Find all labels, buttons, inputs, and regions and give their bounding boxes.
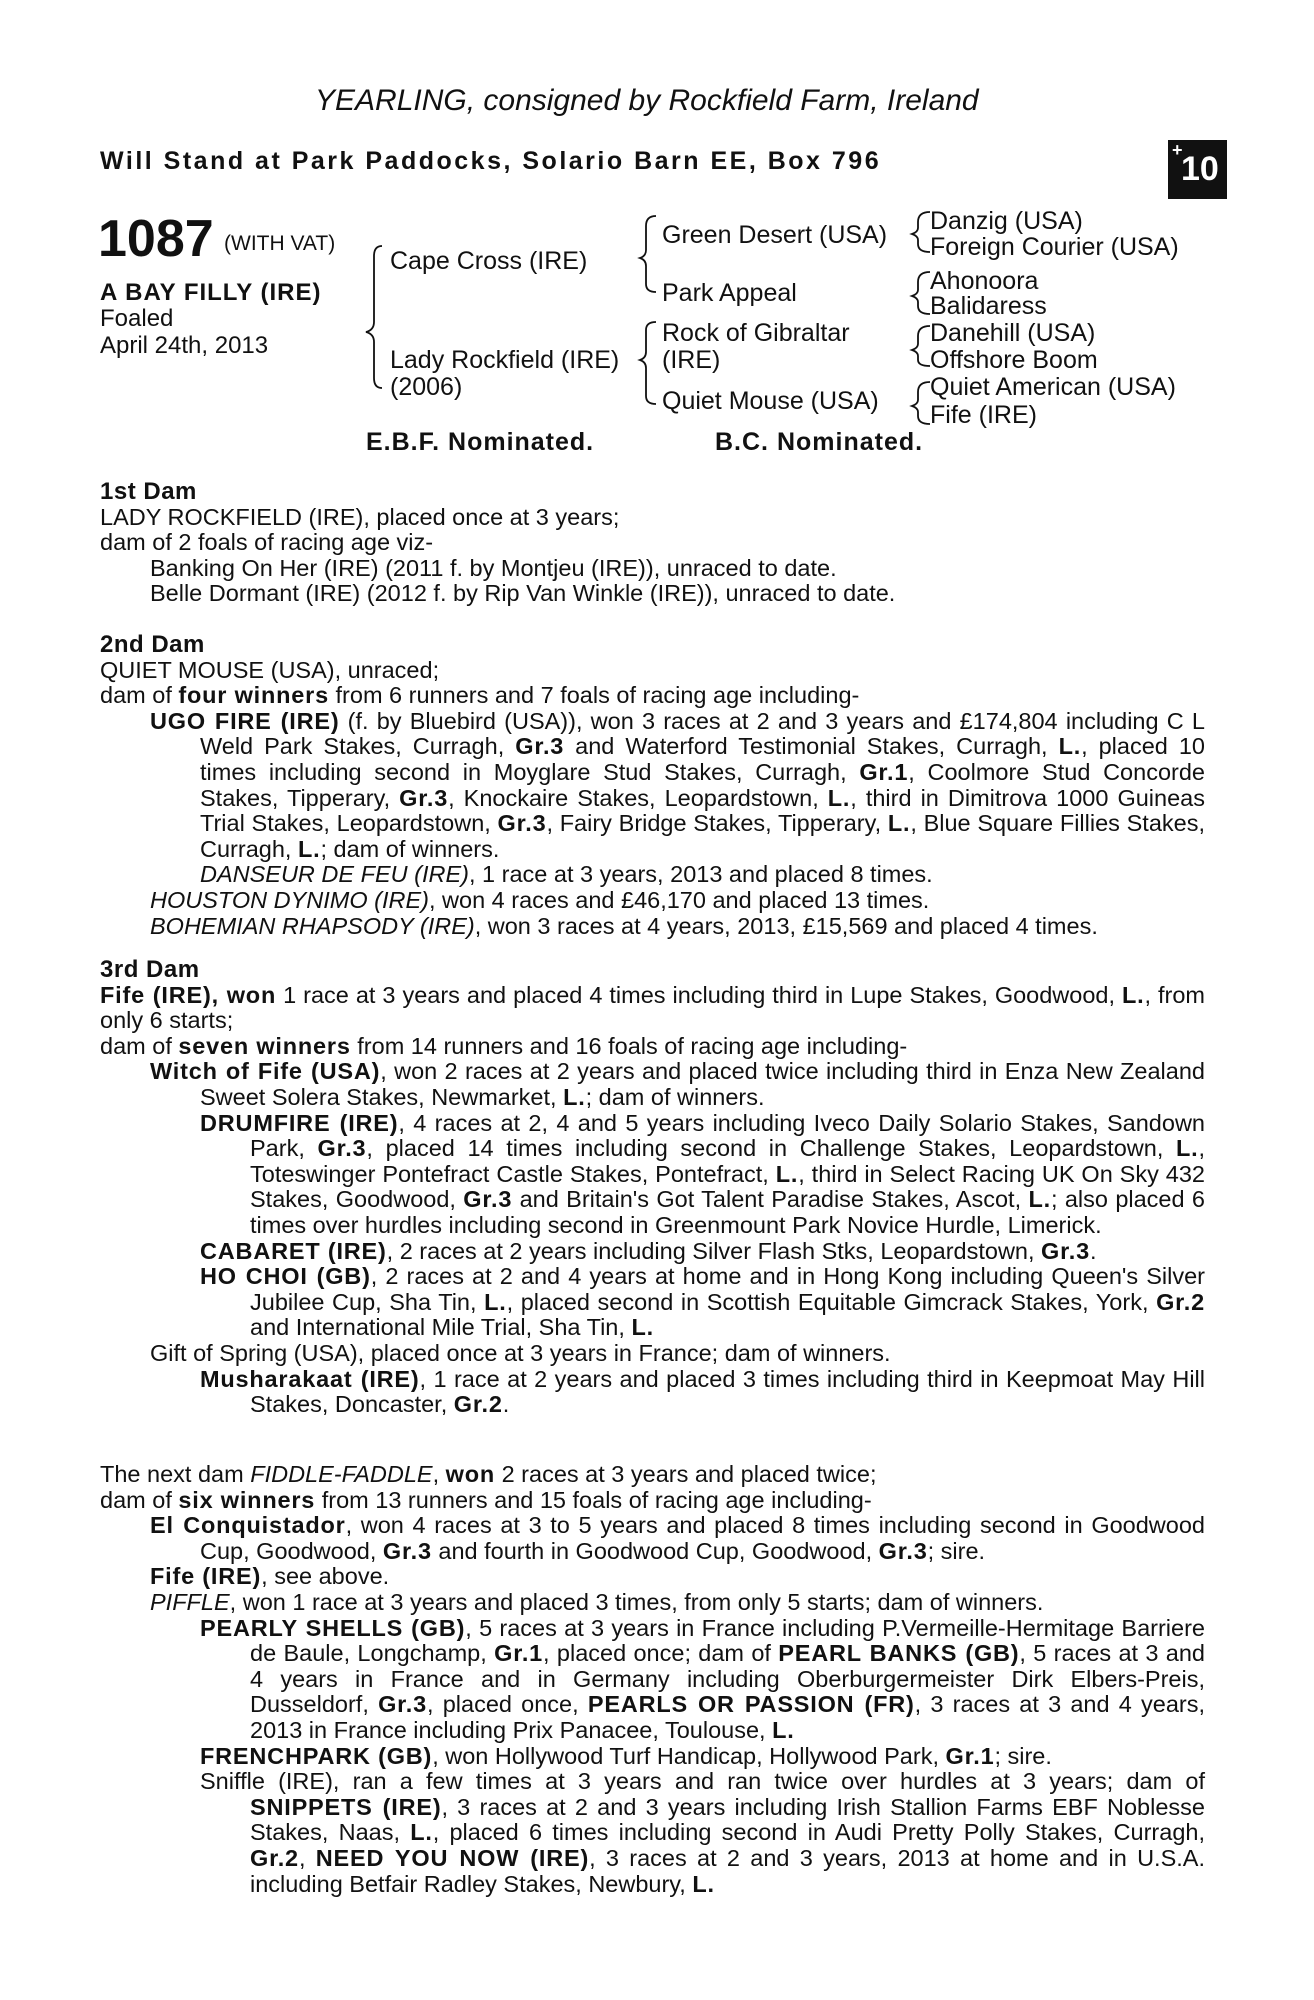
gg-2: Foreign Courier (USA) bbox=[930, 233, 1179, 261]
dam-sire-1: Rock of Gibraltar bbox=[662, 319, 850, 347]
first-dam-section bbox=[100, 479, 1205, 607]
ugo-fire-entry: UGO FIRE (IRE) (f. by Bluebird (USA)), won 3 races at 2 and 3 years and £174,804 including C L Weld Park Stakes, Curragh, Gr.3 and Waterford Testimonial Stakes, Curragh, L., placed 10 times including second in Moyglare Stud Stakes, Curragh, Gr.1, Coolmore Stud Concorde Stakes, Tipperary, Gr.3, Knockaire Stakes, Leopardstown, L., third in Dimitrova 1000 Guineas Trial Stakes, Leopardstown, Gr.3, Fairy Bridge Stakes, Tipperary, L., Blue Square Fillies Stakes, Curragh, L.; dam of winners. bbox=[150, 707, 1205, 862]
consignment-line: YEARLING, consigned by Rockfield Farm, Ireland bbox=[315, 84, 979, 117]
gg-1: Danzig (USA) bbox=[930, 207, 1083, 235]
foaled-label: Foaled bbox=[100, 305, 174, 332]
bohemian-entry: BOHEMIAN RHAPSODY (IRE), won 3 races at 4 years, 2013, £15,569 and placed 4 times. bbox=[150, 912, 1098, 939]
brace-sire-dam bbox=[366, 246, 382, 388]
piffle-entry: PIFFLE, won 1 race at 3 years and placed 3 times, from only 5 starts; dam of winners. bbox=[150, 1588, 1044, 1615]
musharakaat-entry: Musharakaat (IRE), 1 race at 2 years and placed 3 times including third in Keepmoat May Hill Stakes, Doncaster, Gr.2. bbox=[200, 1365, 1205, 1418]
dam-dam: Quiet Mouse (USA) bbox=[662, 387, 879, 415]
stand-location: Will Stand at Park Paddocks, Solario Barn EE, Box 796 bbox=[100, 147, 882, 175]
dam-name: Lady Rockfield (IRE) bbox=[390, 346, 620, 374]
gg-8: Fife (IRE) bbox=[930, 401, 1037, 429]
foaled-date: April 24th, 2013 bbox=[100, 332, 269, 359]
second-dam-section bbox=[100, 632, 1205, 939]
witch-entry: Witch of Fife (USA), won 2 races at 2 years and placed twice including third in Enza New Zealand Sweet Solera Stakes, Newmarket, L.; dam of winners. bbox=[150, 1058, 1205, 1110]
ho-choi-entry: HO CHOI (GB), 2 races at 2 and 4 years at home and in Hong Kong including Queen's Silver Jubilee Cup, Sha Tin, L., placed second in Scottish Equitable Gimcrack Stakes, York, Gr.2 and International Mile Trial, Sha Tin, L. bbox=[200, 1263, 1206, 1341]
dam-year: (2006) bbox=[390, 373, 463, 401]
brace-dam bbox=[640, 322, 656, 404]
first-dam-foal-2: Belle Dormant (IRE) (2012 f. by Rip Van Winkle (IRE)), unraced to date. bbox=[150, 580, 896, 607]
el-conquistador-entry: El Conquistador, won 4 races at 3 to 5 years and placed 8 times including second in Goodwood Cup, Goodwood, Gr.3 and fourth in Goodwood Cup, Goodwood, Gr.3; sire. bbox=[150, 1512, 1205, 1564]
drumfire-entry: DRUMFIRE (IRE), 4 races at 2, 4 and 5 years including Iveco Daily Solario Stakes, Sandown Park, Gr.3, placed 14 times including second in Challenge Stakes, Leopardstown, L., Toteswinger Pontefract Castle Stakes, Pontefract, L., third in Select Racing UK On Sky 432 Stakes, Goodwood, Gr.3 and Britain's Got Talent Paradise Stakes, Ascot, L.; also placed 6 times over hurdles including second in Greenmount Park Novice Hurdle, Limerick. bbox=[200, 1109, 1205, 1238]
second-dam-summary: dam of four winners from 6 runners and 7 foals of racing age including- bbox=[100, 682, 860, 709]
danseur-entry: DANSEUR DE FEU (IRE), 1 race at 3 years, 2013 and placed 8 times. bbox=[200, 861, 933, 888]
brace-ds bbox=[912, 326, 930, 366]
brace-dd bbox=[912, 382, 930, 424]
gg-4: Balidaress bbox=[930, 292, 1047, 320]
badge-plus: + bbox=[1172, 140, 1183, 160]
brace-ss bbox=[912, 212, 930, 252]
gg-5: Danehill (USA) bbox=[930, 319, 1096, 347]
gg-7: Quiet American (USA) bbox=[930, 373, 1176, 401]
sire: Cape Cross (IRE) bbox=[390, 247, 588, 275]
first-dam-foal-1: Banking On Her (IRE) (2011 f. by Montjeu (IRE)), unraced to date. bbox=[150, 554, 837, 581]
cabaret-entry: CABARET (IRE), 2 races at 2 years including Silver Flash Stks, Leopardstown, Gr.3. bbox=[200, 1237, 1097, 1264]
sniffle-entry: Sniffle (IRE), ran a few times at 3 years and ran twice over hurdles at 3 years; dam of SNIPPETS (IRE), 3 races at 2 and 3 years including Irish Stallion Farms EBF Noblesse Stakes, Naas, L., placed 6 times including second in Audi Pretty Polly Stakes, Curragh, Gr.2, NEED YOU NOW (IRE), 3 races at 2 and 3 years, 2013 at home and in U.S.A. including Betfair Radley Stakes, Newbury, L. bbox=[200, 1768, 1205, 1897]
gg-3: Ahonoora bbox=[930, 267, 1039, 295]
bc-nominated: B.C. Nominated. bbox=[715, 428, 924, 456]
lot-number: 1087 bbox=[98, 210, 214, 268]
next-dam-summary: dam of six winners from 13 runners and 15 foals of racing age including- bbox=[100, 1486, 872, 1513]
third-dam-heading: 3rd Dam bbox=[100, 956, 200, 983]
second-dam-heading: 2nd Dam bbox=[100, 631, 205, 658]
dam-sire-2: (IRE) bbox=[662, 346, 721, 374]
fife-entry: Fife (IRE), see above. bbox=[150, 1563, 390, 1590]
first-dam-foals: dam of 2 foals of racing age viz- bbox=[100, 529, 434, 556]
gg-6: Offshore Boom bbox=[930, 346, 1098, 374]
lot-description: A BAY FILLY (IRE) bbox=[100, 279, 322, 306]
ebf-nominated: E.B.F. Nominated. bbox=[366, 428, 595, 456]
frenchpark-entry: FRENCHPARK (GB), won Hollywood Turf Handicap, Hollywood Park, Gr.1; sire. bbox=[200, 1742, 1052, 1769]
houston-entry: HOUSTON DYNIMO (IRE), won 4 races and £46,170 and placed 13 times. bbox=[150, 886, 930, 913]
second-dam-line: QUIET MOUSE (USA), unraced; bbox=[100, 656, 440, 683]
sire-sire: Green Desert (USA) bbox=[662, 221, 888, 249]
first-dam-line: LADY ROCKFIELD (IRE), placed once at 3 years; bbox=[100, 503, 620, 530]
brace-sd bbox=[912, 272, 930, 314]
sire-dam: Park Appeal bbox=[662, 279, 797, 307]
next-dam-section bbox=[100, 1462, 1205, 1897]
brace-sire bbox=[640, 216, 656, 292]
gift-of-spring-entry: Gift of Spring (USA), placed once at 3 years in France; dam of winners. bbox=[150, 1339, 891, 1366]
first-dam-heading: 1st Dam bbox=[100, 478, 197, 505]
third-dam-line: Fife (IRE), won 1 race at 3 years and placed 4 times including third in Lupe Stakes, Goodwood, L., from only 6 starts; bbox=[100, 981, 1206, 1034]
third-dam-section bbox=[100, 957, 1205, 1418]
badge-number: 10 bbox=[1181, 150, 1219, 188]
pearly-shells-entry: PEARLY SHELLS (GB), 5 races at 3 years in France including P.Vermeille-Hermitage Barriere de Baule, Longchamp, Gr.1, placed once; dam of PEARL BANKS (GB), 5 races at 3 and 4 years in France and in Germany including Oberburgermeister Dirk Elbers-Preis, Dusseldorf, Gr.3, placed once, PEARLS OR PASSION (FR), 3 races at 3 and 4 years, 2013 in France including Prix Panacee, Toulouse, L. bbox=[200, 1614, 1206, 1743]
third-dam-summary: dam of seven winners from 14 runners and 16 foals of racing age including- bbox=[100, 1032, 908, 1059]
next-dam-line: The next dam FIDDLE-FADDLE, won 2 races at 3 years and placed twice; bbox=[100, 1461, 877, 1487]
vat-label: (WITH VAT) bbox=[224, 232, 336, 255]
